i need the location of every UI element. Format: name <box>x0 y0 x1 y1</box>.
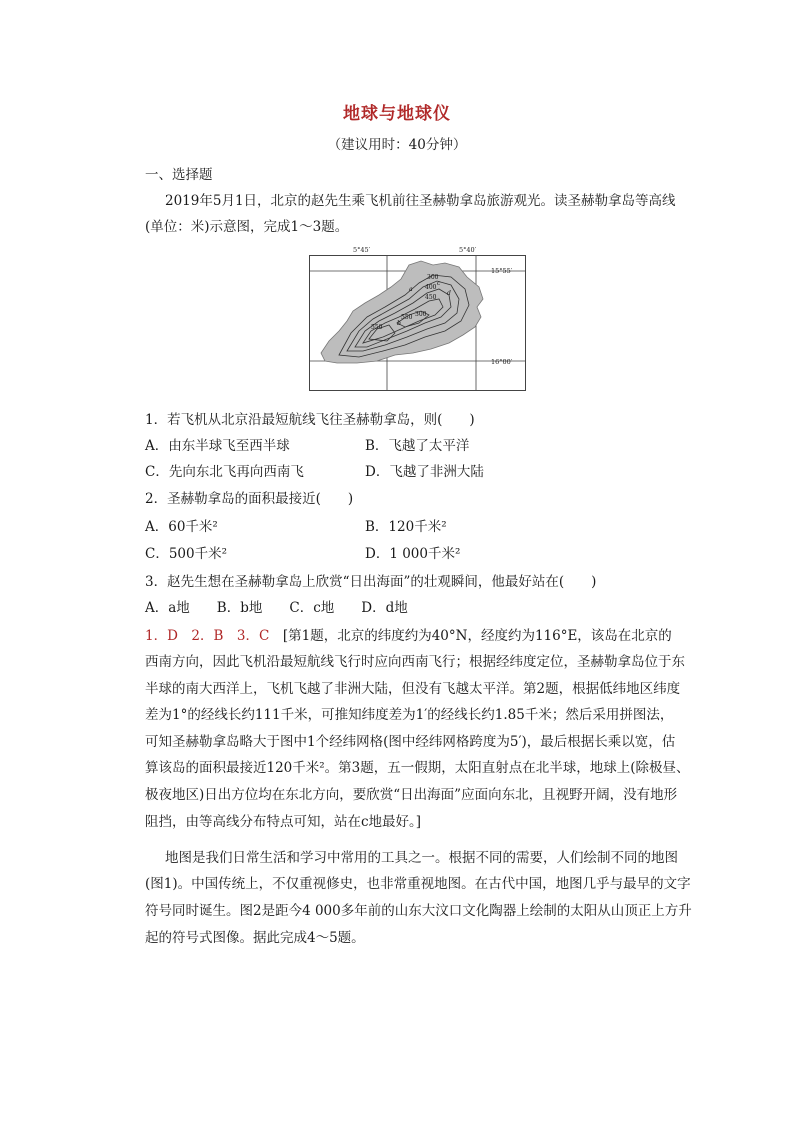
answer-keys: 1．D 2．B 3．C <box>145 628 270 644</box>
answer-line-3: 半球的南大西洋上，飞机飞越了非洲大陆，但没有飞越太平洋。第2题，根据低纬地区纬度 <box>145 681 681 697</box>
contour-label: 400 <box>425 284 437 291</box>
point-label: b <box>397 320 401 327</box>
q1-option-c: C．先向东北飞再向西南飞 <box>145 464 304 480</box>
question-2-stem: 2．圣赫勒拿岛的面积最接近( ) <box>145 491 354 507</box>
q1-option-d: D．飞越了非洲大陆 <box>365 464 484 480</box>
answer-line-5: 可知圣赫勒拿岛略大于图中1个经纬网格(图中经纬网格跨度为5′)，最后根据长乘以宽，估 <box>145 734 676 750</box>
section-heading: 一、选择题 <box>145 167 213 183</box>
answer-line-2: 西南方向，因此飞机沿最短航线飞行时应向西南飞行；根据经纬度定位，圣赫勒拿岛位于东 <box>145 654 685 670</box>
q1-option-a: A．由东半球飞至西半球 <box>145 438 290 454</box>
question-3-stem: 3．赵先生想在圣赫勒拿岛上欣赏“日出海面”的壮观瞬间，他最好站在( ) <box>145 574 597 590</box>
page-title: 地球与地球仪 <box>343 104 451 124</box>
time-suggestion: （建议用时：40分钟） <box>327 137 467 153</box>
q2-option-a: A．60千米² <box>145 519 218 535</box>
answer-line-7: 极夜地区)日出方位均在东北方向，要欣赏“日出海面”应面向东北，且视野开阔，没有地形 <box>145 787 678 803</box>
lon-label: 5°40′ <box>459 246 477 254</box>
question-1-stem: 1．若飞机从北京沿最短航线飞往圣赫勒拿岛，则( ) <box>145 412 475 428</box>
answer-line-1 <box>145 624 672 644</box>
q1-option-b: B．飞越了太平洋 <box>365 438 470 454</box>
lat-label: 16°00′ <box>491 358 513 366</box>
intro-line-1: 2019年5月1日，北京的赵先生乘飞机前往圣赫勒拿岛旅游观光。读圣赫勒拿岛等高线 <box>165 193 676 209</box>
contour-label: 550 <box>401 314 413 321</box>
point-label: c <box>437 280 441 287</box>
point-label: d <box>447 290 451 297</box>
q3-options: A．a地 B．b地 C．c地 D．d地 <box>145 600 408 616</box>
point-label: a <box>409 286 413 293</box>
intro-line-2: (单位：米)示意图，完成1～3题。 <box>145 219 349 235</box>
intro2-line-3: 符号同时诞生。图2是距今4 000多年前的山东大汶口文化陶器上绘制的太阳从山顶正上方升 <box>145 903 692 919</box>
lon-label: 5°45′ <box>353 246 371 254</box>
intro2-line-2: (图1)。中国传统上，不仅重视修史，也非常重视地图。在古代中国，地图几乎与最早的文字 <box>145 876 691 892</box>
contour-map <box>309 243 526 391</box>
answer-text-1: [第1题，北京的纬度约为40°N，经度约为116°E，该岛在北京的 <box>269 628 672 644</box>
contour-label: 300 <box>415 311 427 318</box>
answer-line-6: 算该岛的面积最接近120千米²。第3题，五一假期，太阳直射点在北半球，地球上(除极昼、 <box>145 760 690 776</box>
answer-line-8: 阻挡，由等高线分布特点可知，站在c地最好。] <box>145 814 422 830</box>
q2-option-d: D．1 000千米² <box>365 546 461 562</box>
intro2-line-4: 起的符号式图像。据此完成4～5题。 <box>145 930 365 946</box>
contour-label: 450 <box>425 294 437 301</box>
answer-line-4: 差为1°的经线长约111千米，可推知纬度差为1′的经线长约1.85千米；然后采用拼图法， <box>145 707 674 723</box>
q2-option-c: C．500千米² <box>145 546 228 562</box>
island-shape <box>321 261 483 363</box>
q2-option-b: B．120千米² <box>365 519 447 535</box>
lat-label: 15°55′ <box>491 267 513 275</box>
intro2-line-1: 地图是我们日常生活和学习中常用的工具之一。根据不同的需要，人们绘制不同的地图 <box>165 850 678 866</box>
contour-label: 300 <box>427 274 439 281</box>
contour-label: 550 <box>371 324 383 331</box>
